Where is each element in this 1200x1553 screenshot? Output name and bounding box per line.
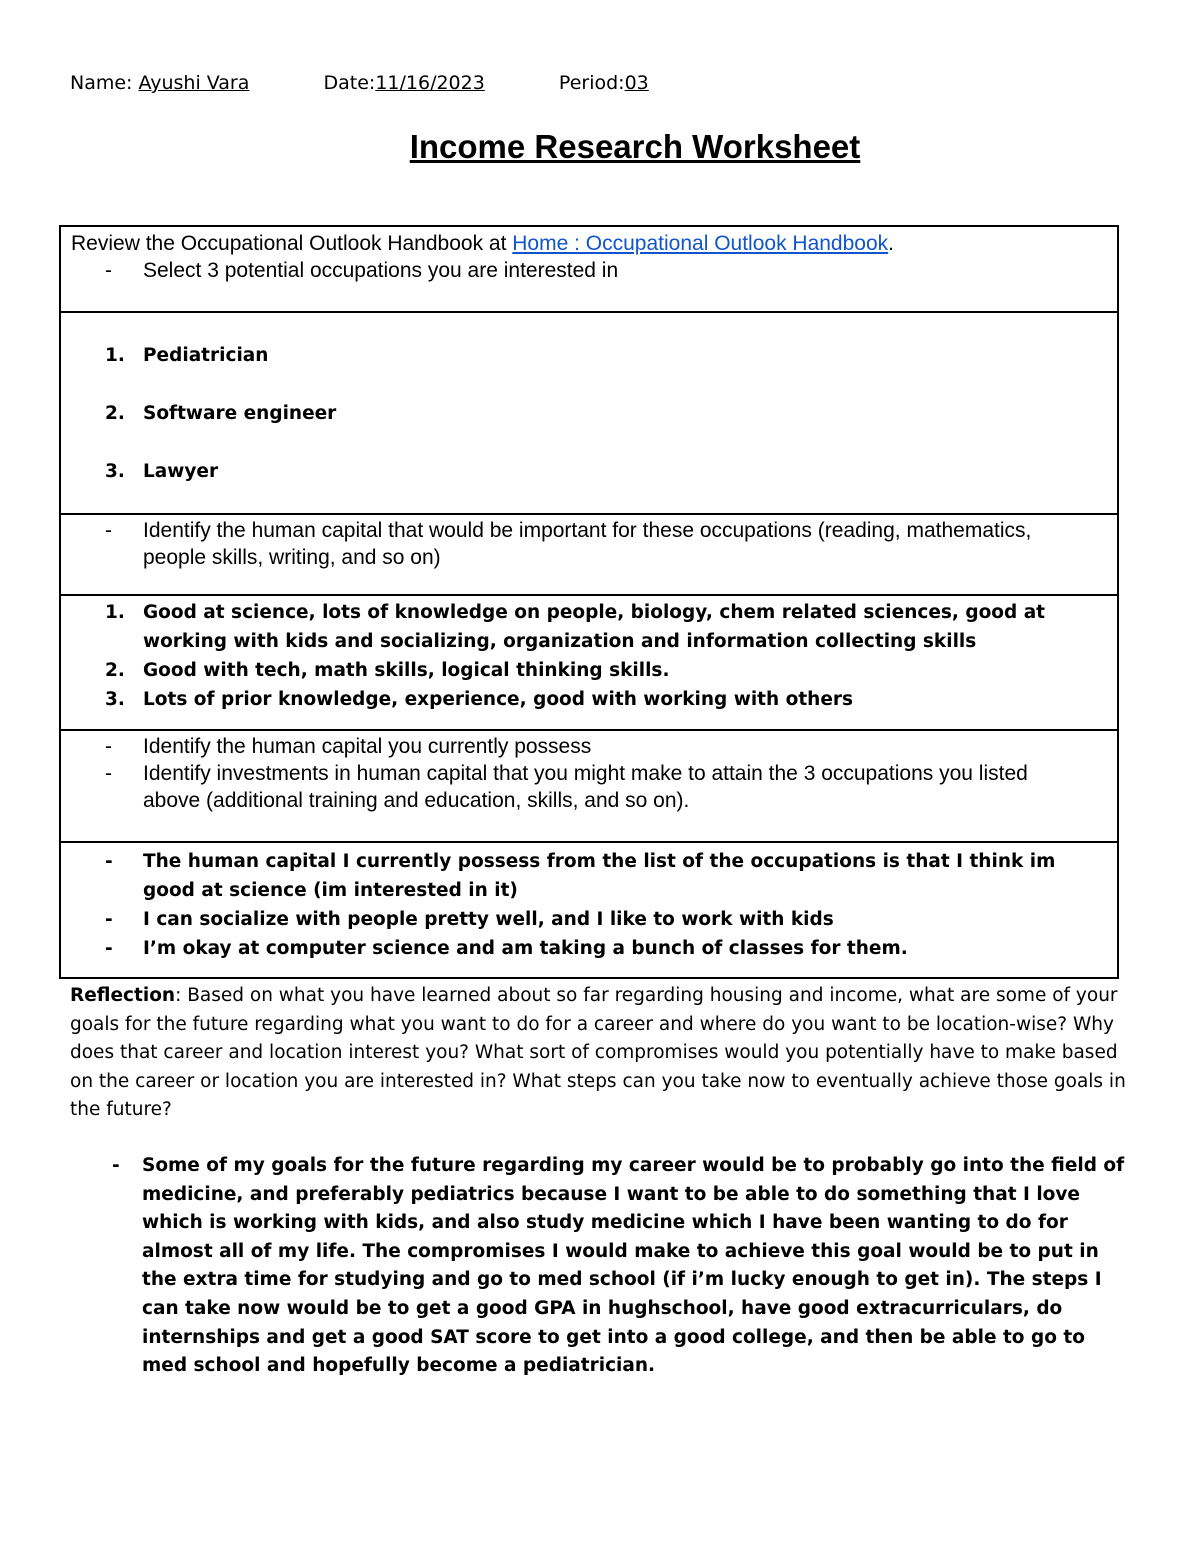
name-label: Name: [70,72,133,94]
list-item: - Identify the human capital that would be important for these occupations (reading, mathematics, people skills, writing, and so on) [105,519,1032,569]
reflection-answer-text: Some of my goals for the future regarding my career would be to probably go into the field of medicine, and preferably pediatrics because I want to be able to do something that I love which is working with kids, and also study medicine which I have been wanting to do for almost all of my life. The compromises I would make to achieve this goal would be to put in the extra time for studying and go to med school (if i’m lucky enough to get in). The steps I can take now would be to get a good GPA in hughschool, have good extracurriculars, do internships and get a good SAT score to get into a good college, and then be able to go to med school and hopefully become a pediatrician. [142,1155,1125,1377]
investment-prompt-2: Identify investments in human capital that you might make to attain the 3 occupations you listed above (additional training and education, skills, and so on). [143,762,1028,812]
reflection-answer [70,1152,1130,1381]
human-capital-prompt: Identify the human capital that would be important for these occupations (reading, mathematics, people skills, writing, and so on) [143,519,1032,569]
answer-item: - I can socialize with people pretty well, and I like to work with kids [105,909,834,930]
list-item: - Identify investments in human capital that you might make to attain the 3 occupations you listed above (additional training and education, skills, and so on). [105,762,1028,812]
investment-prompt-cell [61,731,1117,843]
date-label: Date: [323,72,376,94]
investment-answer-3: I’m okay at computer science and am taking a bunch of classes for them. [143,938,908,959]
list-item: - Identify the human capital you currently possess [105,735,592,758]
investment-answer-2: I can socialize with people pretty well, and I like to work with kids [143,909,834,930]
reflection-text: : Based on what you have learned about so far regarding housing and income, what are some of your goals for the future regarding what you want to do for a career and where do you want to be location-wise? Why does that career and location interest you? What sort of compromises would you potentially have to make based on the career or location you are interested in? What steps can you take now to eventually achieve those goals in the future? [70,985,1126,1121]
list-item: - Select 3 potential occupations you are interested in [105,259,619,282]
occupation-item: 3. Lawyer [105,461,219,482]
intro-period: . [888,232,894,255]
reflection-label: Reflection [70,985,176,1006]
intro-text: Review the Occupational Outlook Handbook at [71,232,513,255]
ooh-link[interactable]: Home : Occupational Outlook Handbook [512,232,889,255]
answer-item: 3. Lots of prior knowledge, experience, good with working with others [105,689,854,710]
human-capital-answer-3: Lots of prior knowledge, experience, good with working with others [143,689,854,710]
human-capital-prompt-cell [61,515,1117,596]
answer-item: 2. Good with tech, math skills, logical thinking skills. [105,660,670,681]
intro-line [71,230,1107,257]
header-line [70,72,649,94]
answer-item: - I’m okay at computer science and am taking a bunch of classes for them. [105,938,908,959]
reflection-question [70,982,1130,1125]
list-item: - Some of my goals for the future regarding my career would be to probably go into the field of medicine, and preferably pediatrics because I want to be able to do something that I love which is working with kids, and also study medicine which I have been wanting to do for almost all of my life. The compromises I would make to achieve this goal would be to put in the extra time for studying and go to med school (if i’m lucky enough to get in). The steps I can take now would be to get a good GPA in hughschool, have good extracurriculars, do internships and get a good SAT score to get into a good college, and then be able to go to med school and hopefully become a pediatrician. [112,1155,1125,1377]
occupation-item: 2. Software engineer [105,403,337,424]
answer-item: - The human capital I currently possess from the list of the occupations is that I think im good at science (im interested in it) [105,851,1056,901]
period-label: Period: [558,72,625,94]
occupation-1: Pediatrician [143,345,269,366]
occupations-cell [61,313,1117,515]
investment-answer-1: The human capital I currently possess from the list of the occupations is that I think im good at science (im interested in it) [143,851,1056,901]
human-capital-answer-1: Good at science, lots of knowledge on people, biology, chem related sciences, good at working with kids and socializing, organization and information collecting skills [143,602,1046,652]
period-value: 03 [624,72,649,94]
answer-item: 1. Good at science, lots of knowledge on people, biology, chem related sciences, good at working with kids and socializing, organization and information collecting skills [105,602,1046,652]
investment-prompt-1: Identify the human capital you currently possess [143,735,592,758]
human-capital-answers-cell [61,596,1117,731]
name-value: Ayushi Vara [138,72,250,94]
human-capital-answer-2: Good with tech, math skills, logical thinking skills. [143,660,670,681]
worksheet-table [59,225,1119,979]
intro-bullet: Select 3 potential occupations you are interested in [143,259,619,282]
occupation-2: Software engineer [143,403,337,424]
intro-cell [61,227,1117,313]
date-value: 11/16/2023 [375,72,485,94]
occupation-3: Lawyer [143,461,219,482]
page-title: Income Research Worksheet [409,128,861,165]
investment-answers-cell [61,843,1117,977]
occupation-item: 1. Pediatrician [105,345,269,366]
